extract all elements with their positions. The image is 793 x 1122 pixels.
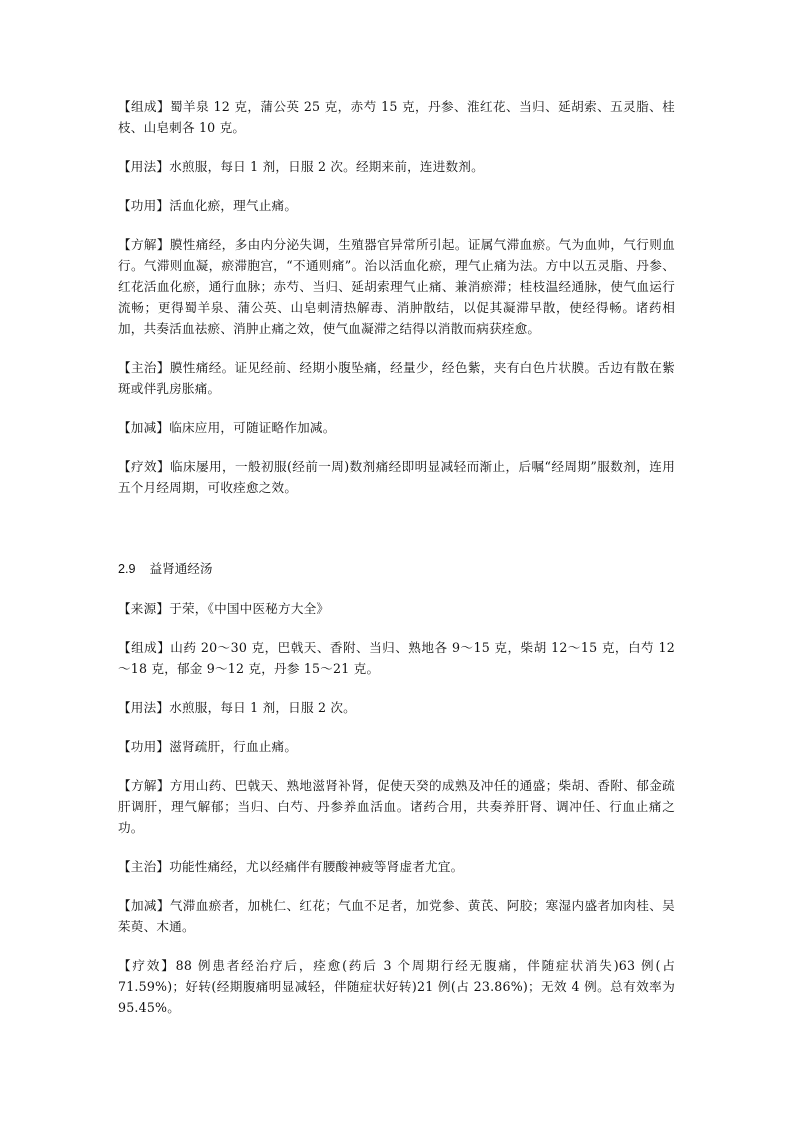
paragraph-indication [118, 357, 675, 399]
paragraph-text: 气滞血瘀者，加桃仁、红花；气血不足者，加党参、黄芪、阿胶；寒湿内盛者加肉桂、吴茱萸、木通。 [118, 898, 675, 934]
paragraph-source [118, 598, 675, 619]
section-label: 【疗效】 [118, 459, 170, 474]
section-label: 【用法】 [118, 700, 170, 715]
paragraph-text: 于荣，《中国中医秘方大全》 [169, 601, 330, 616]
paragraph-text: 膜性痛经。证见经前、经期小腹坠痛，经量少，经色紫，夹有白色片状膜。舌边有散在紫斑或伴乳房胀痛。 [118, 360, 675, 396]
section-label: 【功用】 [118, 198, 170, 213]
section-label: 【加减】 [118, 898, 170, 913]
section-number: 2.9 [118, 562, 136, 576]
section-label: 【组成】 [118, 99, 171, 114]
paragraph-text: 水煎服，每日 1 剂，日服 2 次。 [169, 700, 356, 715]
paragraph-usage [118, 156, 675, 177]
section-label: 【来源】 [118, 601, 170, 616]
paragraph-usage [118, 697, 675, 718]
paragraph-composition [118, 637, 675, 679]
paragraph-explanation [118, 234, 675, 339]
paragraph-explanation [118, 775, 675, 838]
paragraph-modification [118, 895, 675, 937]
section-label: 【组成】 [118, 640, 171, 655]
section-label: 【疗效】 [118, 958, 176, 973]
paragraph-indication [118, 856, 675, 877]
paragraph-efficacy [118, 955, 675, 1018]
paragraph-modification [118, 417, 675, 438]
paragraph-text: 临床应用，可随证略作加减。 [169, 420, 336, 435]
section-label: 【功用】 [118, 739, 170, 754]
paragraph-text: 活血化瘀，理气止痛。 [169, 198, 298, 213]
paragraph-text: 蜀羊泉 12 克，蒲公英 25 克，赤芍 15 克，丹参、淮红花、当归、延胡索、五灵脂、桂枝、山皂刺各 10 克。 [118, 99, 675, 135]
paragraph-efficacy [118, 456, 675, 498]
section-spacer [118, 516, 675, 558]
document-page [118, 96, 675, 1036]
paragraph-function [118, 195, 675, 216]
section-label: 【加减】 [118, 420, 170, 435]
paragraph-text: 方用山药、巴戟天、熟地滋肾补肾，促使天癸的成熟及冲任的通盛；柴胡、香附、郁金疏肝调肝，理气解郁；当归、白芍、丹参养血活血。诸药合用，共奏养肝肾、调冲任、行血止痛之功。 [118, 778, 675, 835]
paragraph-text: 88 例患者经治疗后，痊愈(药后 3 个周期行经无腹痛，伴随症状消失)63 例(占 71.59%)；好转(经期腹痛明显减轻，伴随症状好转)21 例(占 23.86%)；无效 4 例。总有效率为 95.45%。 [118, 958, 676, 1015]
paragraph-text: 滋肾疏肝，行血止痛。 [169, 739, 298, 754]
paragraph-text: 临床屡用，一般初服(经前一周)数剂痛经即明显减轻而渐止，后嘱“经周期”服数剂，连用五个月经周期，可收痊愈之效。 [118, 459, 675, 495]
paragraph-text: 膜性痛经，多由内分泌失调，生殖器官异常所引起。证属气滞血瘀。气为血帅，气行则血行。气滞则血凝，瘀滞胞宫，“不通则痛”。治以活血化瘀，理气止痛为法。方中以五灵脂、丹参、红花活血化瘀，通行血脉；赤芍、当归、延胡索理气止痛、兼消瘀滞；桂枝温经通脉，使气血运行流畅；更得蜀羊泉、蒲公英、山皂刺清热解毒、消肿散结，以促其凝滞早散，使经得畅。诸药相加，共奏活血祛瘀、消肿止痛之效，使气血凝滞之结得以消散而病获痊愈。 [118, 237, 675, 336]
paragraph-text: 功能性痛经，尤以经痛伴有腰酸神疲等肾虚者尤宜。 [169, 859, 464, 874]
section-label: 【主治】 [118, 360, 170, 375]
paragraph-text: 水煎服，每日 1 剂，日服 2 次。经期来前，连进数剂。 [169, 159, 484, 174]
paragraph-text: 山药 20～30 克，巴戟天、香附、当归、熟地各 9～15 克，柴胡 12～15 克，白芍 12～18 克，郁金 9～12 克，丹参 15～21 克。 [118, 640, 675, 676]
section-label: 【方解】 [118, 778, 170, 793]
section-label: 【主治】 [118, 859, 170, 874]
section-label: 【方解】 [118, 237, 170, 252]
paragraph-function [118, 736, 675, 757]
paragraph-composition [118, 96, 675, 138]
section-label: 【用法】 [118, 159, 170, 174]
section-heading [118, 558, 675, 580]
section-title: 益肾通经汤 [149, 561, 213, 576]
